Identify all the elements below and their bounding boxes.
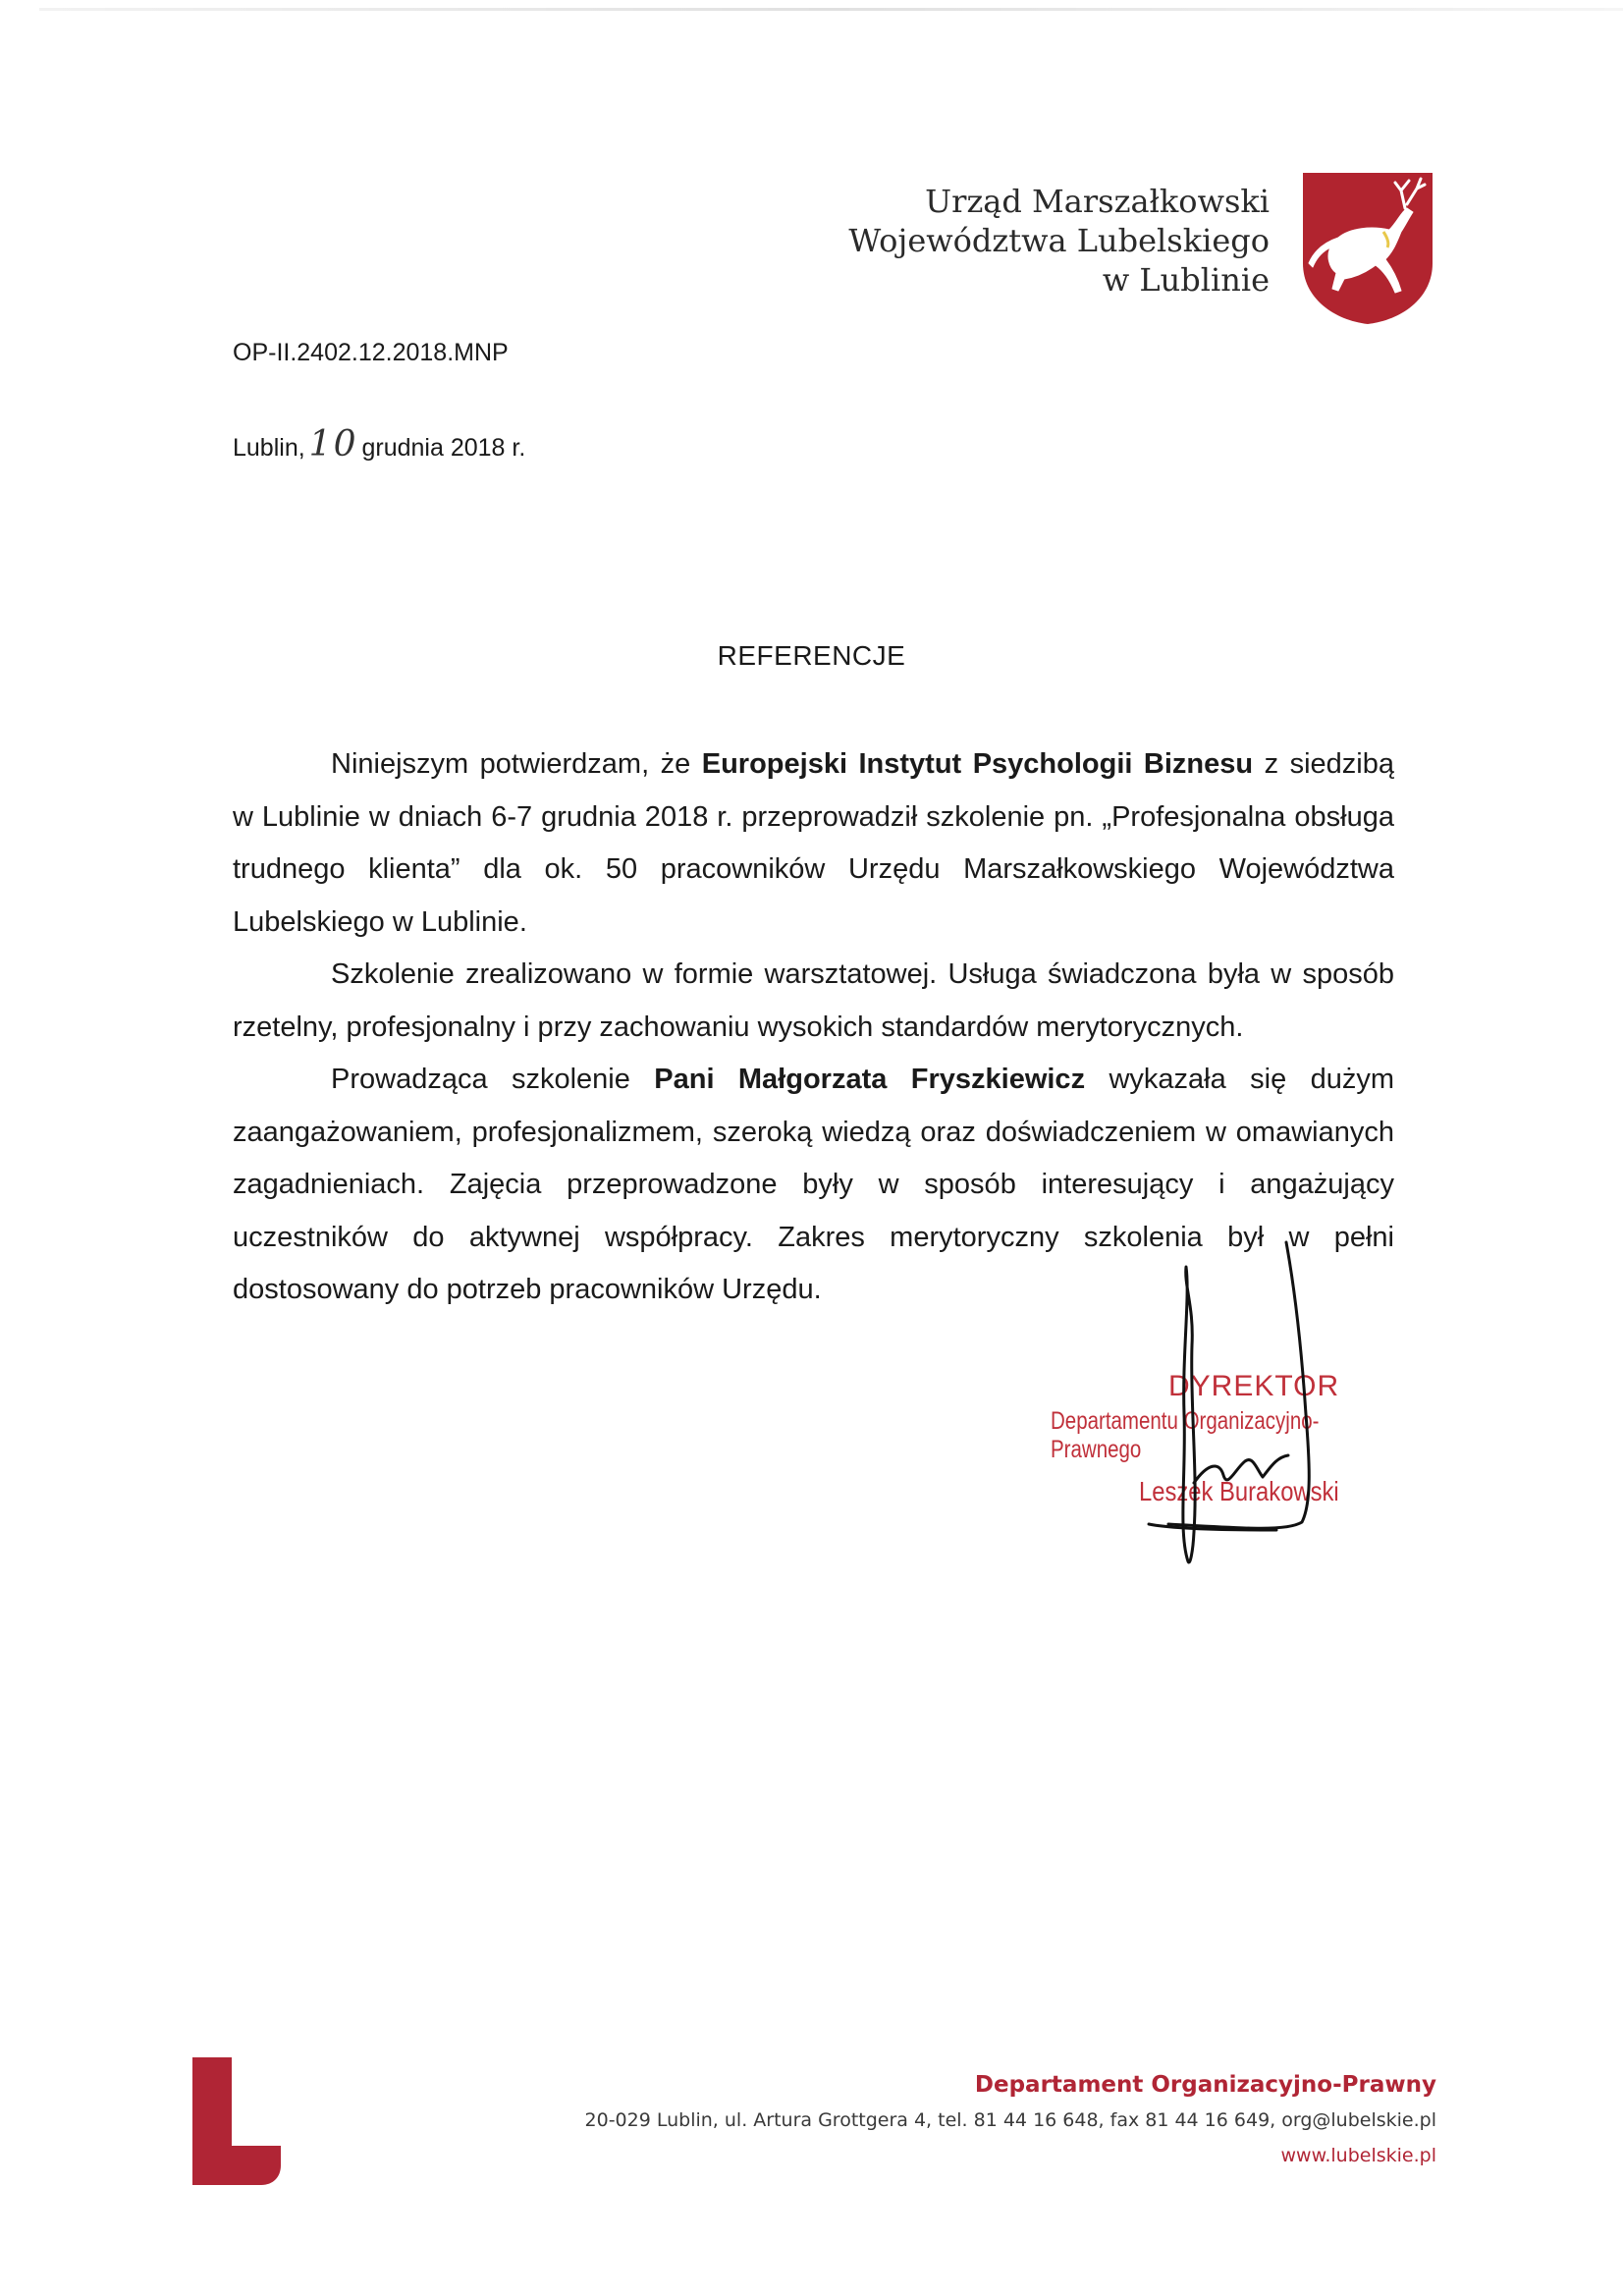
stamp-name: Leszek Burakowski bbox=[1139, 1476, 1339, 1506]
date-suffix: grudnia 2018 r. bbox=[361, 434, 526, 462]
footer-department: Departament Organizacyjno-Prawny bbox=[974, 2072, 1436, 2098]
institution-line-3: w Lublinie bbox=[1102, 261, 1270, 299]
letterhead-footer bbox=[585, 2067, 1436, 2173]
stamp-department: Departamentu Organizacyjno-Prawnego bbox=[1051, 1407, 1320, 1463]
letter-body bbox=[233, 738, 1394, 1317]
lubelskie-l-logo-icon bbox=[192, 2057, 281, 2185]
footer-address: 20-029 Lublin, ul. Artura Grottgera 4, tel. 81 44 16 648, fax 81 44 16 649, org@lubelskie.pl bbox=[584, 2109, 1436, 2131]
deer-coat-of-arms-icon bbox=[1299, 169, 1436, 326]
institution-line-1: Urząd Marszałkowski bbox=[925, 183, 1270, 220]
trainer-name: Pani Małgorzata Fryszkiewicz bbox=[654, 1064, 1086, 1095]
institution-name bbox=[848, 182, 1270, 300]
date-prefix: Lublin, bbox=[233, 434, 305, 462]
p3-text-start: Prowadząca szkolenie bbox=[331, 1064, 655, 1095]
document-title: REFERENCJE bbox=[717, 640, 906, 671]
institution-line-2: Województwa Lubelskiego bbox=[848, 222, 1270, 259]
footer-website-link[interactable]: www.lubelskie.pl bbox=[1280, 2145, 1436, 2166]
p1-text-end: z siedzibą w Lublinie w dniach 6-7 grudnia 2018 r. przeprowadził szkolenie pn. „Profesjonalna obsługa trudnego klienta” dla ok. 50 pracowników Urzędu Marszałkowskiego Województwa Lubelskiego w Lublinie. bbox=[233, 748, 1394, 938]
reference-number: OP-II.2402.12.2018.MNP bbox=[233, 339, 509, 366]
scan-artifact-line bbox=[39, 8, 1623, 11]
p1-text-start: Niniejszym potwierdzam, że bbox=[331, 748, 702, 780]
paragraph-2: Szkolenie zrealizowano w formie warsztatowej. Usługa świadczona była w sposób rzetelny, profesjonalny i przy zachowaniu wysokich standardów merytorycznych. bbox=[233, 958, 1394, 1043]
handwritten-day: 10 bbox=[308, 424, 358, 465]
p3-text-end: wykazała się dużym zaangażowaniem, profesjonalizmem, szeroką wiedzą oraz doświadczeniem w omawianych zagadnieniach. Zajęcia przeprowadzone były w sposób interesujący i angażujący uczestników do aktywnej współpracy. Zakres merytoryczny szkolenia był w pełni dostosowany do potrzeb pracowników Urzędu. bbox=[233, 1064, 1394, 1305]
document-date bbox=[233, 424, 525, 465]
paragraph-1 bbox=[233, 738, 1394, 949]
company-name: Europejski Instytut Psychologii Biznesu bbox=[701, 748, 1254, 780]
handwritten-signature bbox=[1129, 1237, 1375, 1581]
stamp-title: DYREKTOR bbox=[1168, 1370, 1340, 1402]
